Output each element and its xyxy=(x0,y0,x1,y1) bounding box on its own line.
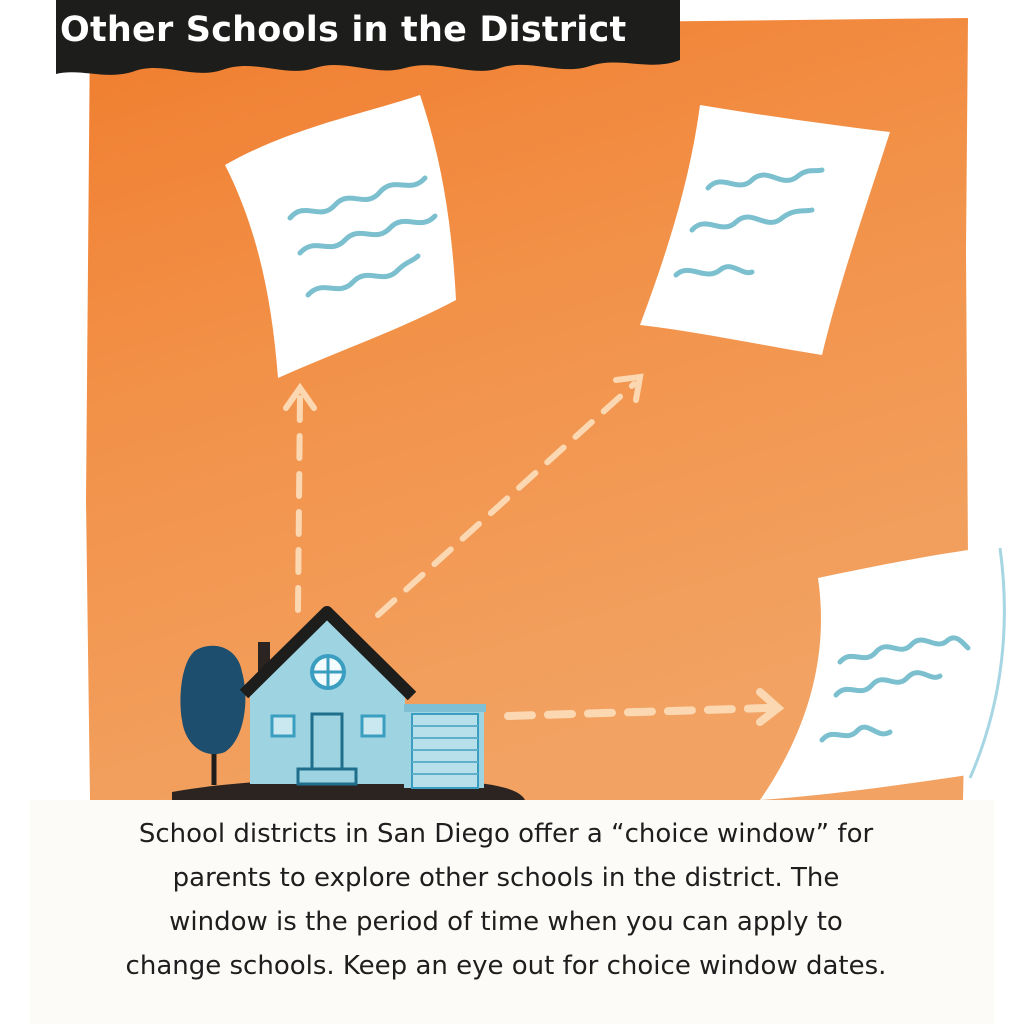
caption-text xyxy=(36,812,976,988)
caption-line: change schools. Keep an eye out for choice window dates. xyxy=(125,951,887,981)
caption-line: window is the period of time when you can apply to xyxy=(169,907,843,937)
garage xyxy=(404,704,486,788)
caption-line: parents to explore other schools in the district. The xyxy=(172,863,840,893)
caption-line: School districts in San Diego offer a “choice window” for xyxy=(138,819,874,849)
left-window xyxy=(272,716,294,736)
page-title: Other Schools in the District xyxy=(60,10,627,50)
door xyxy=(312,714,342,769)
steps xyxy=(298,769,356,784)
right-window xyxy=(362,716,384,736)
